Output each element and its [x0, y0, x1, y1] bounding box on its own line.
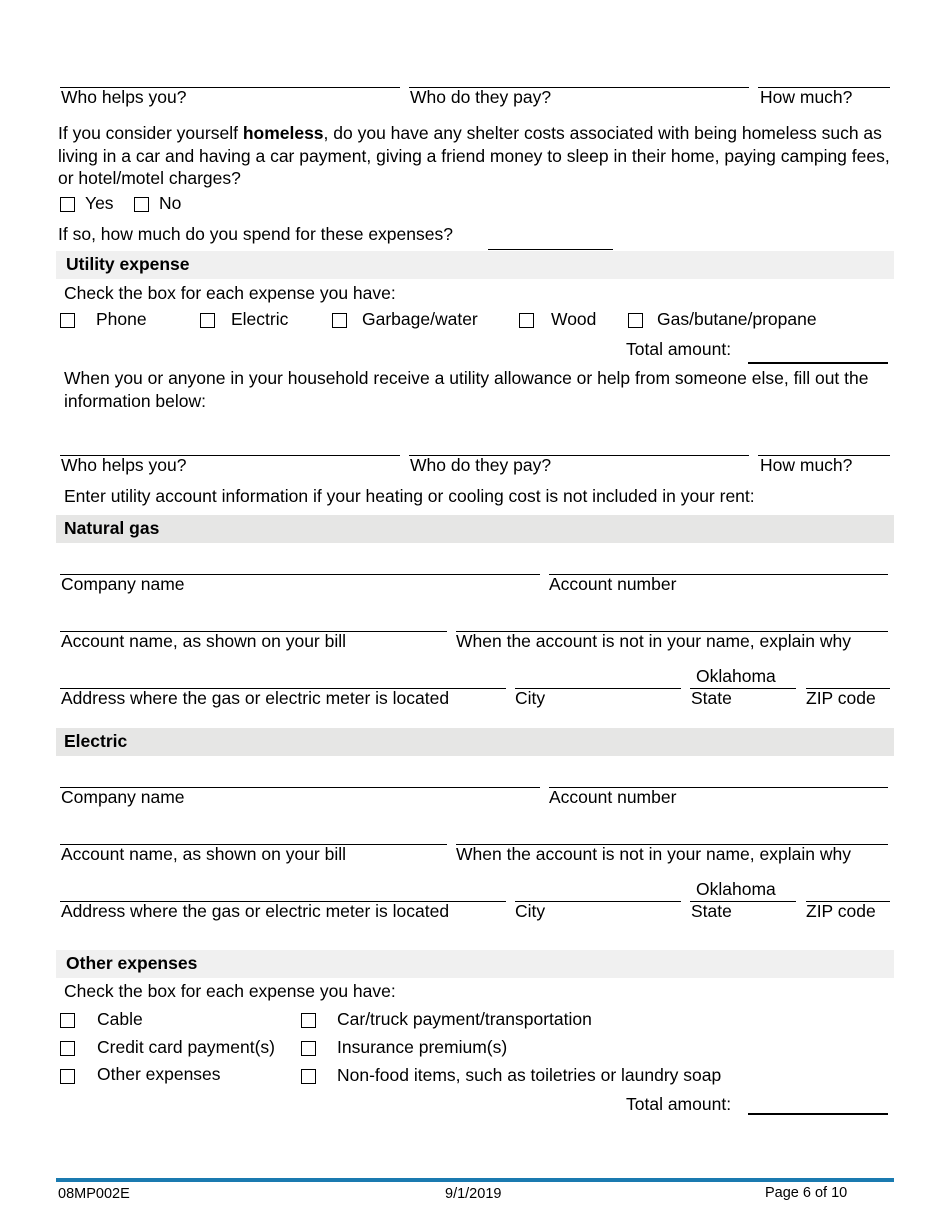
- homeless-no-checkbox[interactable]: [134, 197, 149, 212]
- homeless-bold: homeless: [242, 123, 324, 143]
- footer-page: Page 6 of 10: [765, 1185, 848, 1201]
- other-car-truck-label: Car/truck payment/transportation: [337, 1009, 592, 1029]
- utility-who-helps-label: Who helps you?: [61, 455, 187, 475]
- other-car-truck-checkbox[interactable]: [301, 1013, 316, 1028]
- homeless-question: [58, 122, 898, 190]
- other-cable-checkbox[interactable]: [60, 1013, 75, 1028]
- natural-gas-heading: Natural gas: [64, 518, 160, 538]
- other-other-expenses-checkbox[interactable]: [60, 1069, 75, 1084]
- electric-state-label: State: [691, 901, 732, 921]
- gas-city-label: City: [515, 688, 546, 708]
- utility-heading: Utility expense: [66, 254, 190, 274]
- utility-wood-label: Wood: [551, 309, 597, 329]
- homeless-yes-label: Yes: [85, 193, 114, 213]
- utility-total-line[interactable]: [748, 362, 888, 364]
- other-heading: Other expenses: [66, 953, 198, 973]
- gas-company-name-label: Company name: [61, 574, 185, 594]
- utility-heading-band: [56, 251, 894, 279]
- homeless-yes-checkbox[interactable]: [60, 197, 75, 212]
- utility-gas-butane-propane-label: Gas/butane/propane: [657, 309, 817, 329]
- electric-company-name-label: Company name: [61, 787, 185, 807]
- who-pay-label: Who do they pay?: [410, 87, 552, 107]
- other-cable-label: Cable: [97, 1009, 143, 1029]
- gas-state-label: State: [691, 688, 732, 708]
- gas-zip-label: ZIP code: [806, 688, 876, 708]
- utility-who-pay-label: Who do they pay?: [410, 455, 552, 475]
- other-insurance-label: Insurance premium(s): [337, 1037, 508, 1057]
- account-info-text: Enter utility account information if your heating or cooling cost is not included in your rent:: [64, 486, 755, 506]
- electric-not-your-name-label: When the account is not in your name, explain why: [456, 844, 851, 864]
- who-helps-label: Who helps you?: [61, 87, 187, 107]
- other-heading-band: [56, 950, 894, 978]
- utility-electric-checkbox[interactable]: [200, 313, 215, 328]
- utility-instruction: Check the box for each expense you have:: [64, 283, 396, 303]
- how-much-label: How much?: [760, 87, 853, 107]
- gas-account-number-label: Account number: [549, 574, 677, 594]
- utility-garbage-water-checkbox[interactable]: [332, 313, 347, 328]
- gas-not-your-name-label: When the account is not in your name, explain why: [456, 631, 851, 651]
- electric-account-name-label: Account name, as shown on your bill: [61, 844, 347, 864]
- electric-state-value[interactable]: Oklahoma: [696, 879, 776, 899]
- utility-how-much-label: How much?: [760, 455, 853, 475]
- other-other-expenses-label: Other expenses: [97, 1064, 221, 1084]
- gas-state-value[interactable]: Oklahoma: [696, 666, 776, 686]
- other-insurance-checkbox[interactable]: [301, 1041, 316, 1056]
- homeless-no-label: No: [159, 193, 182, 213]
- other-non-food-label: Non-food items, such as toiletries or laundry soap: [337, 1065, 722, 1085]
- other-instruction: Check the box for each expense you have:: [64, 981, 396, 1001]
- electric-heading-band: [56, 728, 894, 756]
- utility-total-label: Total amount:: [626, 339, 732, 359]
- natural-gas-heading-band: [56, 515, 894, 543]
- other-total-label: Total amount:: [626, 1094, 732, 1114]
- gas-address-label: Address where the gas or electric meter is located: [61, 688, 450, 708]
- utility-phone-checkbox[interactable]: [60, 313, 75, 328]
- electric-heading: Electric: [64, 731, 128, 751]
- other-non-food-checkbox[interactable]: [301, 1069, 316, 1084]
- footer-date: 9/1/2019: [445, 1186, 502, 1202]
- other-total-line[interactable]: [748, 1113, 888, 1115]
- electric-zip-label: ZIP code: [806, 901, 876, 921]
- other-credit-card-label: Credit card payment(s): [97, 1037, 275, 1057]
- utility-electric-label: Electric: [231, 309, 289, 329]
- utility-wood-checkbox[interactable]: [519, 313, 534, 328]
- footer-rule: [56, 1178, 894, 1182]
- electric-account-number-label: Account number: [549, 787, 677, 807]
- utility-garbage-water-label: Garbage/water: [362, 309, 478, 329]
- footer-form-id: 08MP002E: [58, 1186, 130, 1202]
- gas-account-name-label: Account name, as shown on your bill: [61, 631, 347, 651]
- utility-phone-label: Phone: [96, 309, 147, 329]
- spend-amount-line[interactable]: [488, 249, 613, 250]
- utility-gas-butane-propane-checkbox[interactable]: [628, 313, 643, 328]
- other-credit-card-checkbox[interactable]: [60, 1041, 75, 1056]
- utility-allowance-text: When you or anyone in your household receive a utility allowance or help from someone else, fill out the information below:: [64, 368, 869, 411]
- homeless-text-after: , do you have any shelter costs associated with being homeless such as living in a car and having a car payment, giving a friend money to sleep in their home, paying camping fees, or hotel/motel charges?: [58, 123, 890, 188]
- homeless-text-before: If you consider yourself: [58, 123, 243, 143]
- spend-question: If so, how much do you spend for these expenses?: [58, 224, 453, 244]
- electric-address-label: Address where the gas or electric meter is located: [61, 901, 450, 921]
- electric-city-label: City: [515, 901, 546, 921]
